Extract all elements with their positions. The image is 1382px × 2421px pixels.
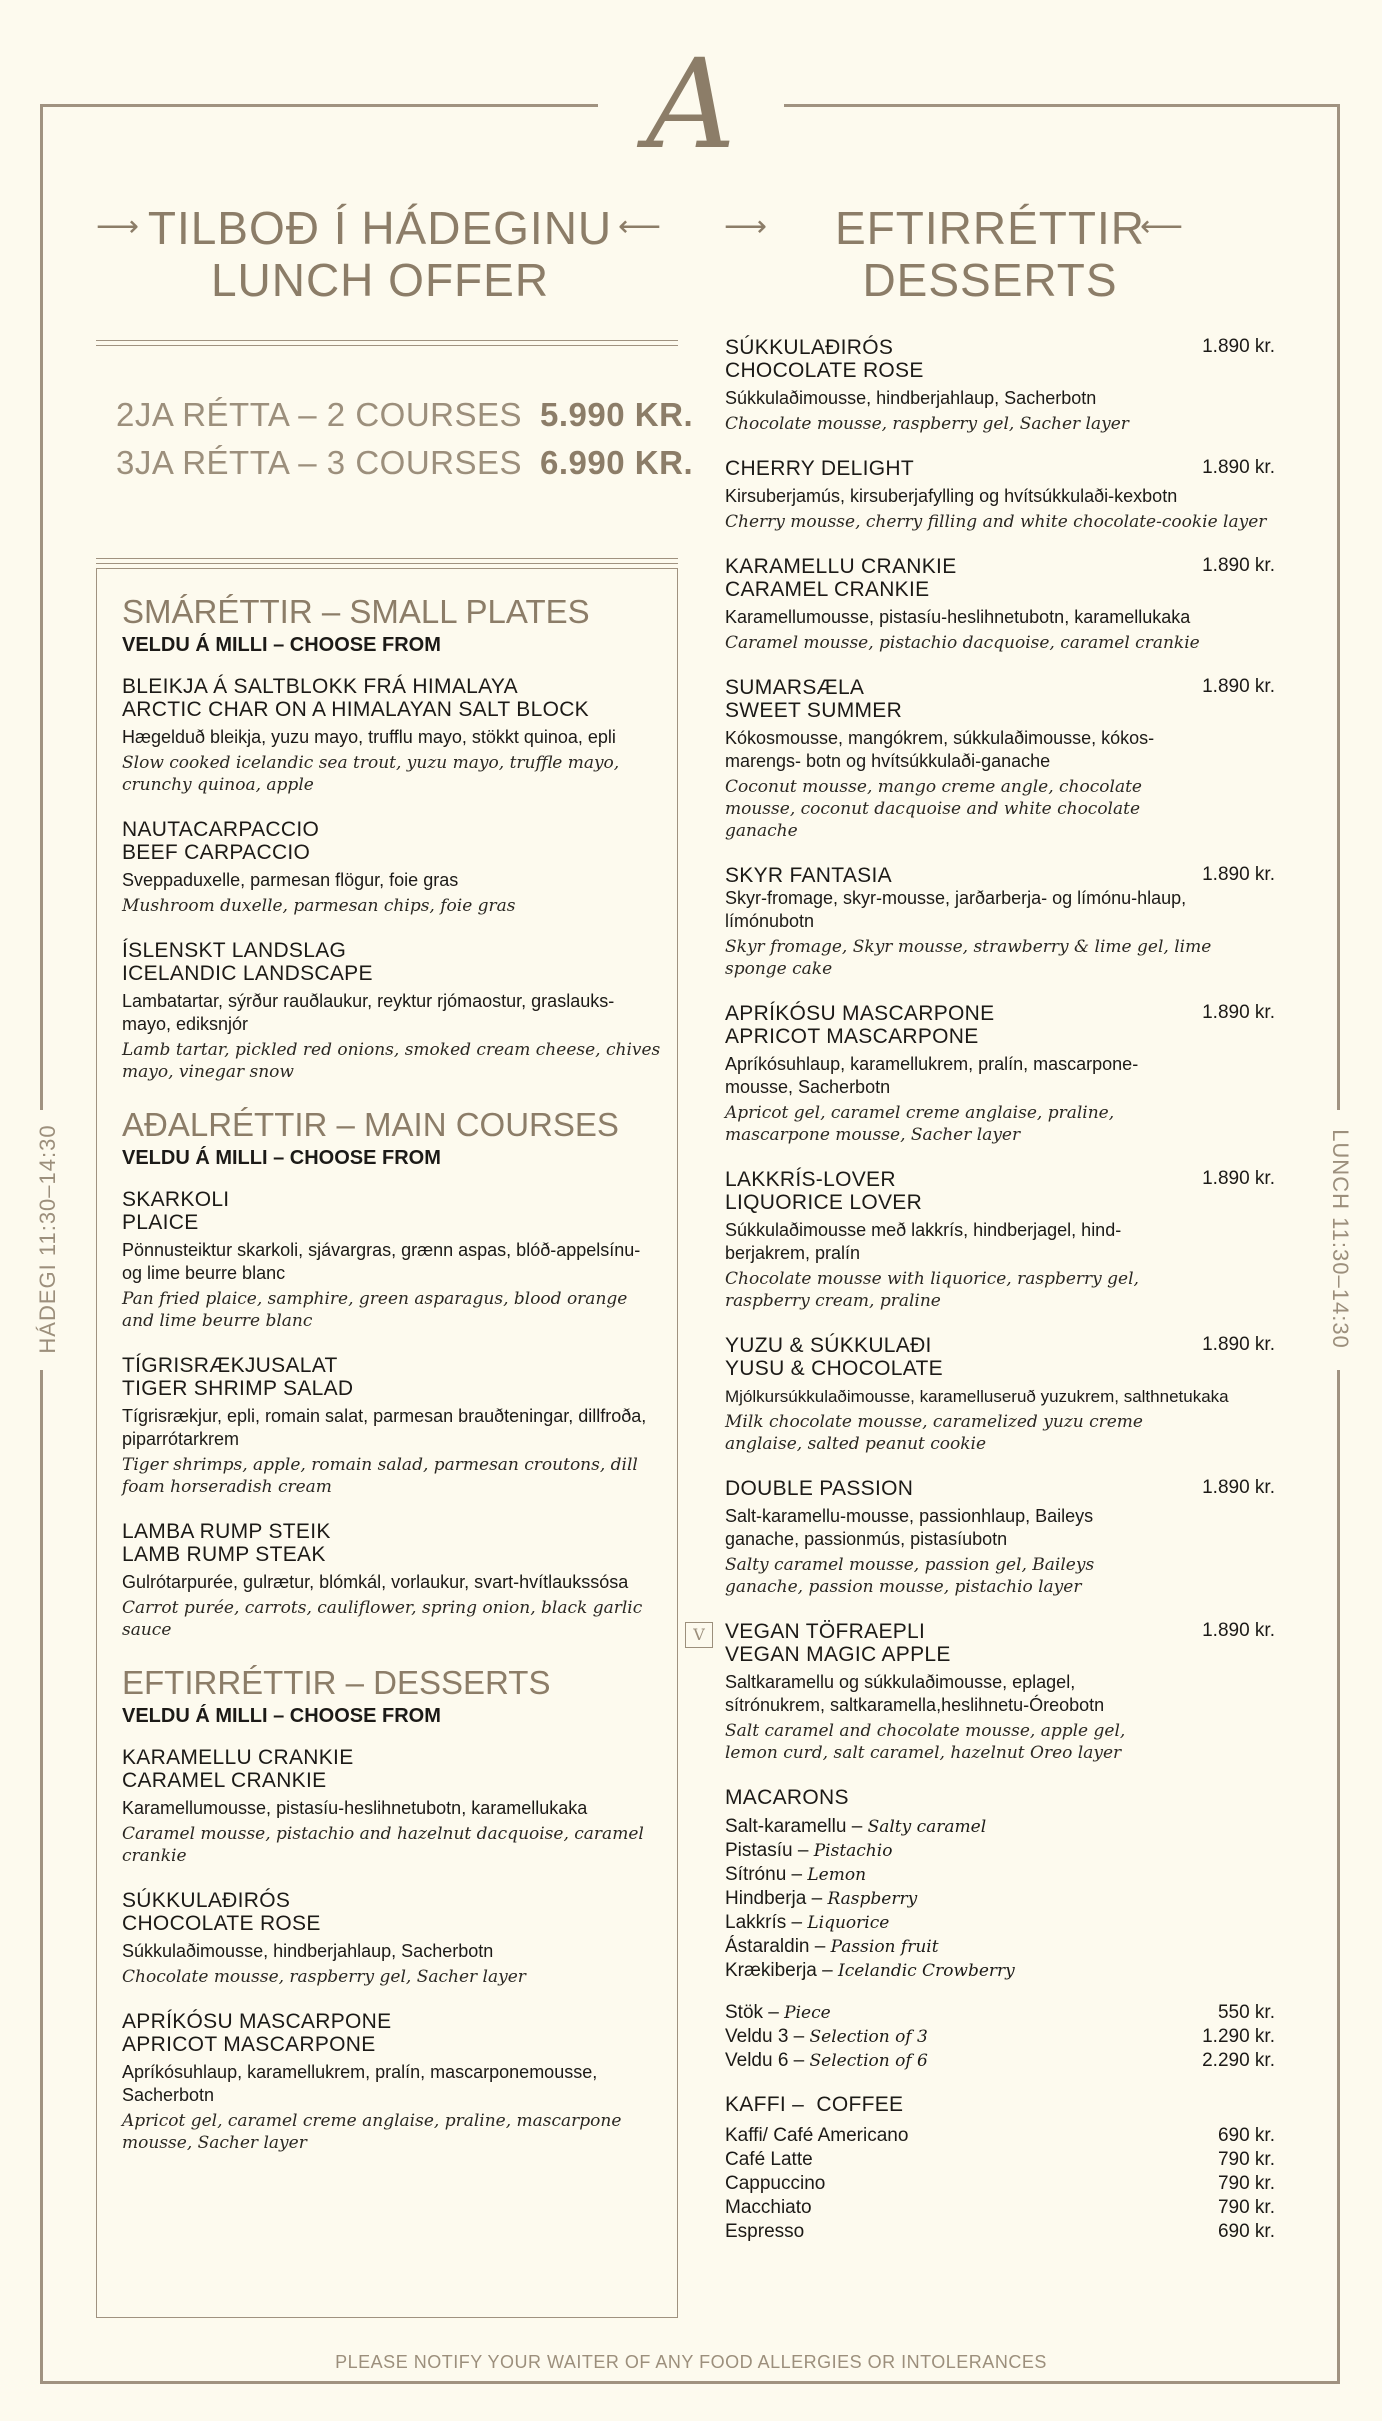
item-price: 1.890 kr. [1202,336,1275,357]
menu-item [122,1746,662,1867]
item-description-en: Milk chocolate mousse, caramelized yuzu creme anglaise, salted peanut cookie [725,1412,1143,1454]
item-name: LAMBA RUMP STEIK LAMB RUMP STEAK [122,1520,331,1566]
item-description: Lambatartar, sýrður rauðlaukur, reyktur rjómaostur, graslauks-mayo, ediksnjór [122,991,615,1034]
item-name: KARAMELLU CRANKIE CARAMEL CRANKIE [122,1746,354,1792]
item-name: SKYR FANTASIA [725,864,892,887]
item-description: Gulrótarpurée, gulrætur, blómkál, vorlaukur, svart-hvítlaukssósa [122,1572,629,1592]
arrow-right-icon: ⟶ [96,210,140,243]
item-description-en: Cherry mousse, cherry filling and white chocolate-cookie layer [725,512,1267,532]
item-description-en: Lamb tartar, pickled red onions, smoked cream cheese, chives mayo, vinegar snow [122,1040,661,1082]
menu-item [122,2010,662,2154]
dessert-item [725,1477,1285,1598]
macaron-flavour: Salt-karamellu – Salty caramel [725,1816,987,1837]
item-description: Sveppaduxelle, parmesan flögur, foie gras [122,870,459,890]
divider-top [96,340,678,346]
menu-item [122,1889,662,1988]
title-is: TILBOÐ Í HÁDEGINU [147,202,613,254]
price-label: 2JA RÉTTA – 2 COURSES [116,396,523,433]
macaron-price-row: Stök – Piece 550 kr. [725,2002,1275,2023]
item-description: Karamellumousse, pistasíu-heslihnetubotn, karamellukaka [725,607,1191,627]
choose-from-label: VELDU Á MILLI – CHOOSE FROM [122,1147,441,1169]
coffee-row: Espresso 690 kr. [725,2221,1275,2242]
coffee-row: Kaffi/ Café Americano 690 kr. [725,2125,1275,2146]
item-name: NAUTACARPACCIO BEEF CARPACCIO [122,818,320,864]
macaron-flavour: Pistasíu – Pistachio [725,1840,893,1861]
item-name: APRÍKÓSU MASCARPONE APRICOT MASCARPONE [725,1002,995,1048]
dessert-item [725,864,1285,980]
item-name: SÚKKULAÐIRÓS CHOCOLATE ROSE [122,1889,321,1935]
item-name: LAKKRÍS-LOVER LIQUORICE LOVER [725,1168,923,1214]
title-en: LUNCH OFFER [210,254,550,306]
lunch-menu-column [122,592,662,2176]
item-description: Pönnusteiktur skarkoli, sjávargras, grænn aspas, blóð-appelsínu- og lime beurre blanc [122,1240,641,1283]
item-description-en: Salt caramel and chocolate mousse, apple gel, lemon curd, salt caramel, hazelnut Oreo layer [725,1721,1126,1763]
choose-from-label: VELDU Á MILLI – CHOOSE FROM [122,1705,441,1727]
item-description-en: Chocolate mousse with liquorice, raspberry gel, raspberry cream, praline [725,1269,1139,1311]
item-description-en: Salty caramel mousse, passion gel, Baileys ganache, passion mousse, pistachio layer [725,1555,1095,1597]
item-description-en: Carrot purée, carrots, cauliflower, spring onion, black garlic sauce [122,1598,643,1640]
item-price: 1.890 kr. [1202,676,1275,697]
item-price: 1.890 kr. [1202,1620,1275,1641]
price-3-courses [116,444,693,482]
side-hours-right: LUNCH 11:30–14:30 [1328,1129,1353,1349]
item-description: Tígrisrækjur, epli, romain salat, parmesan brauðteningar, dillfroða, piparrótarkrem [122,1406,647,1449]
dessert-item [725,1168,1285,1312]
dessert-item [725,1002,1285,1146]
arrow-right-icon: ⟶ [724,210,768,243]
item-price: 1.890 kr. [1202,1477,1275,1498]
item-description-en: Coconut mousse, mango creme angle, chocolate mousse, coconut dacquoise and white chocolate ganache [725,777,1142,841]
item-name: ÍSLENSKT LANDSLAG ICELANDIC LANDSCAPE [122,939,373,985]
dessert-item [725,457,1285,533]
lunch-offer-title [140,202,620,306]
dessert-item [725,336,1285,435]
item-description-en: Chocolate mousse, raspberry gel, Sacher layer [122,1967,526,1987]
macarons-title: MACARONS [725,1786,849,1809]
item-description-en: Chocolate mousse, raspberry gel, Sacher layer [725,414,1129,434]
dessert-item [725,676,1285,842]
macaron-flavour: Krækiberja – Icelandic Crowberry [725,1960,1015,1981]
coffee-row: Cappuccino 790 kr. [725,2173,1275,2194]
title-en: DESSERTS [862,254,1118,306]
dessert-item [725,1334,1285,1455]
dessert-item [693,1620,1285,1764]
item-price: 1.890 kr. [1202,1334,1275,1355]
macaron-price-row: Veldu 3 – Selection of 3 1.290 kr. [725,2026,1275,2047]
item-description: Karamellumousse, pistasíu-heslihnetubotn, karamellukaka [122,1798,588,1818]
dessert-item [725,555,1285,654]
macaron-flavour: Lakkrís – Liquorice [725,1912,890,1933]
item-name: TÍGRISRÆKJUSALAT TIGER SHRIMP SALAD [122,1354,354,1400]
arrow-left-icon: ⟵ [1140,210,1184,243]
item-description: Saltkaramellu og súkkulaðimousse, eplagel, sítrónukrem, saltkaramella,heslihnetu-Óreobotn [725,1672,1105,1715]
choose-from-label: VELDU Á MILLI – CHOOSE FROM [122,634,441,656]
menu-item [122,1520,662,1641]
item-description-en: Pan fried plaice, samphire, green asparagus, blood orange and lime beurre blanc [122,1289,628,1331]
item-price: 1.890 kr. [1202,864,1275,885]
title-is: EFTIRRÉTTIR [835,202,1145,254]
item-description: Kirsuberjamús, kirsuberjafylling og hvítsúkkulaði-kexbotn [725,486,1178,506]
price-label: 3JA RÉTTA – 3 COURSES [116,444,523,481]
item-name: SUMARSÆLA SWEET SUMMER [725,676,903,722]
price-value: 5.990 KR. [540,396,694,433]
menu-item [122,1354,662,1498]
section-title-desserts: EFTIRRÉTTIR – DESSERTS [122,1664,551,1701]
item-price: 1.890 kr. [1202,1168,1275,1189]
menu-item [122,675,662,796]
macaron-price-row: Veldu 6 – Selection of 6 2.290 kr. [725,2050,1275,2071]
restaurant-logo: A [646,33,736,177]
item-description: Súkkulaðimousse, hindberjahlaup, Sacherbotn [122,1941,494,1961]
item-name: SKARKOLI PLAICE [122,1188,230,1234]
item-description: Mjólkursúkkulaðimousse, karamelluseruð yuzukrem, salthnetukaka [725,1387,1229,1406]
item-description-en: Mushroom duxelle, parmesan chips, foie gras [122,896,516,916]
item-description-en: Skyr fromage, Skyr mousse, strawberry & lime gel, lime sponge cake [725,937,1212,979]
item-description-en: Tiger shrimps, apple, romain salad, parmesan croutons, dill foam horseradish cream [122,1455,638,1497]
item-description: Súkkulaðimousse, hindberjahlaup, Sacherbotn [725,388,1097,408]
side-hours-left: HÁDEGI 11:30–14:30 [35,1124,60,1354]
vegan-icon: V [685,1622,713,1648]
item-description: Apríkósuhlaup, karamellukrem, pralín, mascarponemousse, Sacherbotn [122,2062,598,2105]
menu-item [122,939,662,1083]
section-title-main-courses: AÐALRÉTTIR – MAIN COURSES [122,1106,619,1143]
coffee-row: Macchiato 790 kr. [725,2197,1275,2218]
macaron-flavour: Ástaraldin – Passion fruit [725,1936,939,1957]
item-description: Skyr-fromage, skyr-mousse, jarðarberja- og límónu-hlaup, límónubotn [725,888,1187,931]
item-description: Apríkósuhlaup, karamellukrem, pralín, mascarpone-mousse, Sacherbotn [725,1054,1139,1097]
item-name: CHERRY DELIGHT [725,457,914,480]
item-name: APRÍKÓSU MASCARPONE APRICOT MASCARPONE [122,2010,392,2056]
desserts-column [693,336,1285,2244]
allergy-notice: PLEASE NOTIFY YOUR WAITER OF ANY FOOD ALLERGIES OR INTOLERANCES [335,2352,1047,2372]
desserts-title [790,202,1190,306]
item-name: YUZU & SÚKKULAÐI YUSU & CHOCOLATE [725,1334,943,1380]
menu-item [122,1188,662,1332]
section-title-small-plates: SMÁRÉTTIR – SMALL PLATES [122,593,590,630]
item-price: 1.890 kr. [1202,1002,1275,1023]
item-description-en: Caramel mousse, pistachio dacquoise, caramel crankie [725,633,1200,653]
item-price: 1.890 kr. [1202,555,1275,576]
item-description-en: Apricot gel, caramel creme anglaise, praline, mascarpone mousse, Sacher layer [122,2111,622,2153]
item-name: SÚKKULAÐIRÓS CHOCOLATE ROSE [725,336,924,382]
divider-bottom [96,558,678,564]
item-price: 1.890 kr. [1202,457,1275,478]
item-description: Súkkulaðimousse með lakkrís, hindberjagel, hind-berjakrem, pralín [725,1220,1122,1263]
item-name: BLEIKJA Á SALTBLOKK FRÁ HIMALAYA ARCTIC CHAR ON A HIMALAYAN SALT BLOCK [122,675,589,721]
item-description: Salt-karamellu-mousse, passionhlaup, Baileys ganache, passionmús, pistasíubotn [725,1506,1094,1549]
macaron-flavour: Sítrónu – Lemon [725,1864,867,1885]
item-name: KARAMELLU CRANKIE CARAMEL CRANKIE [725,555,957,601]
price-2-courses [116,396,693,434]
menu-item [122,818,662,917]
item-description-en: Slow cooked icelandic sea trout, yuzu mayo, truffle mayo, crunchy quinoa, apple [122,753,620,795]
item-description-en: Apricot gel, caramel creme anglaise, praline, mascarpone mousse, Sacher layer [725,1103,1115,1145]
item-name: DOUBLE PASSION [725,1477,914,1500]
item-description-en: Caramel mousse, pistachio and hazelnut dacquoise, caramel crankie [122,1824,644,1866]
item-description: Kókosmousse, mangókrem, súkkulaðimousse, kókos-marengs- botn og hvítsúkkulaði-ganache [725,728,1155,771]
arrow-left-icon: ⟵ [618,210,662,243]
item-description: Hægelduð bleikja, yuzu mayo, trufflu mayo, stökkt quinoa, epli [122,727,616,747]
macaron-flavour: Hindberja – Raspberry [725,1888,918,1909]
coffee-row: Café Latte 790 kr. [725,2149,1275,2170]
price-value: 6.990 KR. [540,444,694,481]
coffee-title: KAFFI – COFFEE [725,2093,904,2116]
item-name: VEGAN TÖFRAEPLI VEGAN MAGIC APPLE [725,1620,951,1666]
